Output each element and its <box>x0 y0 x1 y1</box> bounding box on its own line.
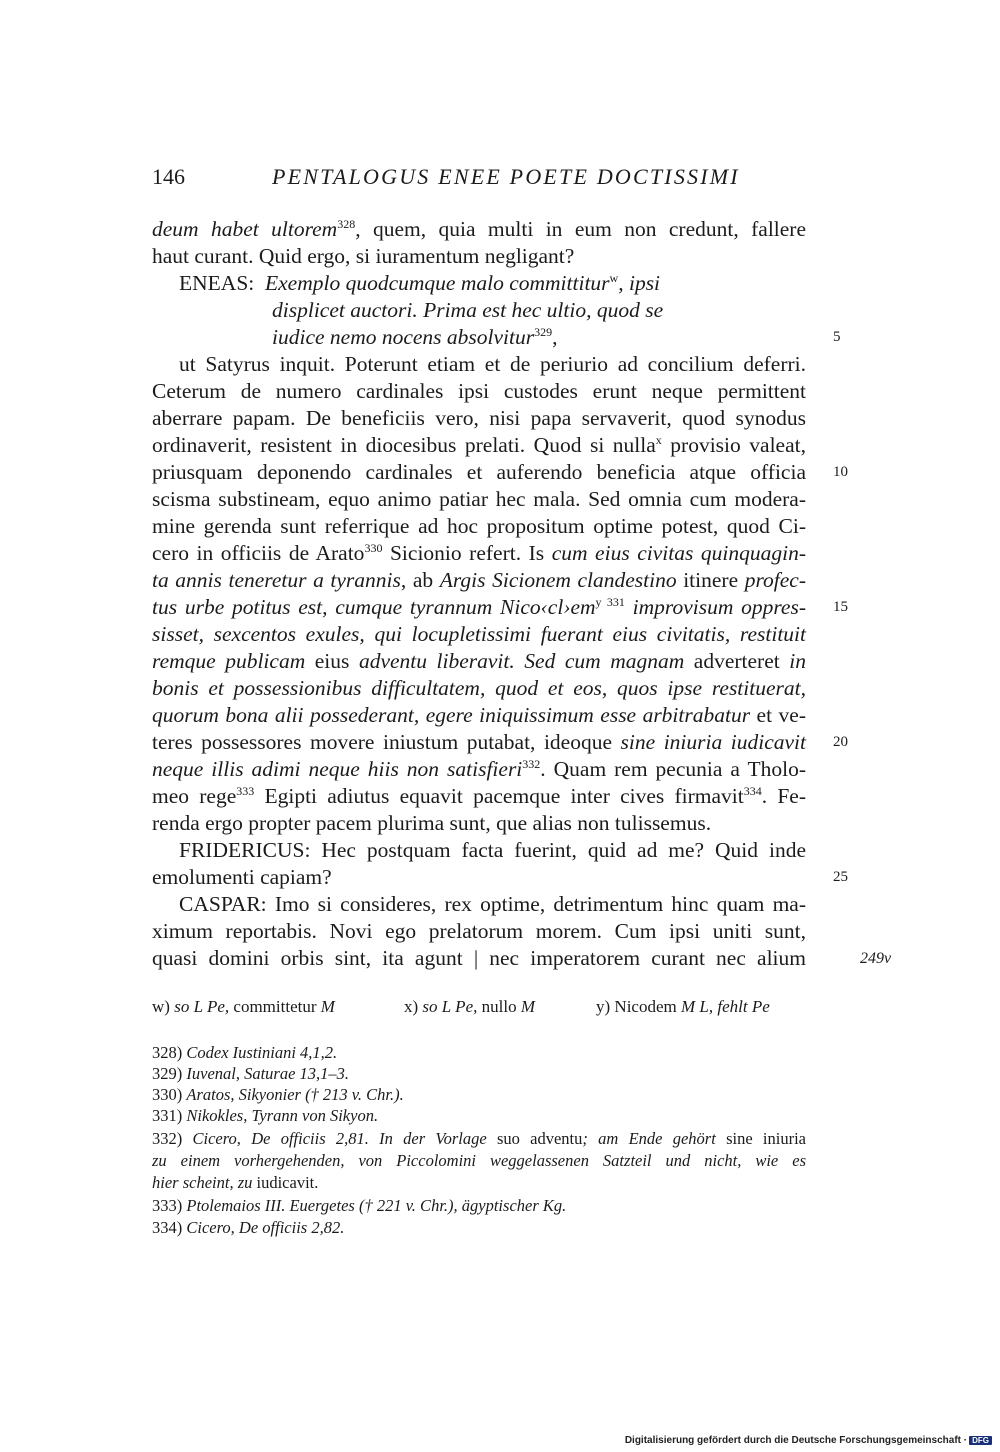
text-span: , ab <box>400 568 440 592</box>
apparatus-key: w) <box>152 997 170 1016</box>
footnote-ref: 329 <box>534 324 553 339</box>
text-span: tus urbe potitus est, cumque tyrannum Nico‹cl›em <box>152 595 596 619</box>
text-span: et ve- <box>750 703 806 727</box>
text-line-18: bonis et possessionibus difficultatem, quod et eos, quos ipse restituerat, <box>152 676 806 700</box>
footnote-text: Cicero, De officiis 2,81. In der Vorlage <box>192 1129 487 1148</box>
footnote-number: 330) <box>152 1085 183 1104</box>
text-line-24: FRIDERICUS: Hec postquam facta fuerint, quid ad me? Quid inde <box>179 838 806 862</box>
text-line-11: scisma substineam, equo animo patiar hec mala. Sed omnia cum modera- <box>152 487 806 511</box>
text-span: Egipti adiutus equavit pacemque inter cives firmavit <box>254 784 744 808</box>
text-line-1 <box>152 216 806 243</box>
text-line-21 <box>152 756 806 783</box>
footnote-ref: 334 <box>743 783 762 798</box>
footnote-331 <box>152 1105 806 1126</box>
footnote-ref: 332 <box>522 756 541 771</box>
footnote-text: iudicavit. <box>252 1173 319 1192</box>
text-line-4: displicet auctori. Prima est hec ultio, quod se <box>272 298 664 322</box>
text-span: ordinaverit, resistent in diocesibus prelati. Quod si nulla <box>152 433 656 457</box>
text-line-26: CASPAR: Imo si consideres, rex optime, detrimentum hinc quam ma- <box>179 892 806 916</box>
text-line-27: ximum reportabis. Novi ego prelatorum morem. Cum ipsi uniti sunt, <box>152 919 806 943</box>
text-span: meo rege <box>152 784 237 808</box>
text-span: provisio valeat, <box>661 433 806 457</box>
text-span: adverteret <box>684 649 790 673</box>
text-span: neque illis adimi neque hiis non satisfieri <box>152 757 523 781</box>
footnote-333 <box>152 1195 806 1216</box>
running-title: PENTALOGUS ENEE POETE DOCTISSIMI <box>272 164 740 189</box>
folio-mark: 249v <box>860 950 892 967</box>
text-span: itinere <box>676 568 745 592</box>
text-span: teres possessores movere iniustum putabat, ideoque <box>152 730 621 754</box>
apparatus-reading: Nicodem <box>614 997 677 1016</box>
footnote-ref: y 331 <box>595 594 625 609</box>
line-number-10: 10 <box>833 464 848 480</box>
text-line-10: priusquam deponendo cardinales et auferendo beneficia atque officia <box>152 460 806 484</box>
apparatus-entry-y <box>596 997 770 1017</box>
text-span: iudice nemo nocens absolvitur <box>272 325 535 349</box>
text-line-15 <box>152 594 806 621</box>
text-span: cum eius civitas quinquagin- <box>551 541 806 565</box>
footnote-text: Cicero, De officiis 2,82. <box>186 1218 345 1237</box>
apparatus-entry-w <box>152 997 335 1017</box>
page-number: 146 <box>152 164 185 189</box>
text-line-6: ut Satyrus inquit. Poterunt etiam et de periurio ad concilium deferri. <box>179 352 806 376</box>
footnote-text: suo adventu <box>486 1129 583 1148</box>
text-line-28: quasi domini orbis sint, ita agunt | nec imperatorem curant nec alium <box>152 946 806 970</box>
text-span: adventu liberavit. Sed cum magnam <box>358 649 685 673</box>
text-line-5 <box>272 324 558 351</box>
text-span: Argis Sicionem clandestino <box>439 568 677 592</box>
apparatus-reading: nullo <box>481 997 517 1016</box>
text-line-9 <box>152 432 806 459</box>
text-span: , quem, quia multi in eum non credunt, fallere <box>355 217 807 241</box>
text-span: ta annis teneretur a tyrannis <box>152 568 401 592</box>
footnote-text: ; am Ende gehört <box>582 1129 716 1148</box>
text-line-12: mine gerenda sunt referrique ad hoc propositum optime potest, quod Ci- <box>152 514 806 538</box>
text-span: quorum bona alii possederant, egere iniquissimum esse arbitrabatur <box>152 703 751 727</box>
text-line-7: Ceterum de numero cardinales ipsi custodes erunt neque permittent <box>152 379 806 403</box>
text-span: remque publicam <box>152 649 306 673</box>
speaker-label: ENEAS: <box>179 271 255 295</box>
apparatus-source: so L Pe, <box>174 997 230 1016</box>
text-span: Exemplo quodcumque malo committitur <box>265 271 610 295</box>
footnote-332 <box>152 1128 806 1149</box>
text-line-8: aberrare papam. De beneficiis vero, nisi papa servaverit, quod synodus <box>152 406 806 430</box>
apparatus-ref: x <box>655 432 662 447</box>
apparatus-ref: w <box>609 270 619 285</box>
line-number-5: 5 <box>833 329 841 345</box>
footnote-text: Nikokles, Tyrann von Sikyon. <box>186 1106 379 1125</box>
footnote-text: Ptolemaios III. Euergetes († 221 v. Chr.), ägyptischer Kg. <box>186 1196 567 1215</box>
text-line-19 <box>152 702 806 729</box>
footnote-number: 332) <box>152 1129 183 1148</box>
text-span: , ipsi <box>618 271 661 295</box>
dfg-logo: DFG <box>969 1436 992 1445</box>
footnote-332-cont: zu einem vorhergehenden, von Piccolomini weggelassenen Satzteil und nicht, wie es <box>152 1151 806 1170</box>
credit-text: Digitalisierung gefördert durch die Deutsche Forschungsgemeinschaft · <box>624 1435 968 1446</box>
footnote-text: hier scheint, zu <box>152 1173 253 1192</box>
footnote-number: 329) <box>152 1064 183 1083</box>
text-span: sine iniuria iudicavit <box>620 730 806 754</box>
footnote-number: 328) <box>152 1043 183 1062</box>
line-number-25: 25 <box>833 869 848 885</box>
text-span: in <box>789 649 806 673</box>
text-line-25: emolumenti capiam? <box>152 865 332 889</box>
footnote-text: Iuvenal, Saturae 13,1–3. <box>186 1064 350 1083</box>
text-line-20 <box>152 729 806 756</box>
digitization-credit <box>625 1435 992 1446</box>
text-span: deum habet ultorem <box>152 217 338 241</box>
text-line-23: renda ergo propter pacem plurima sunt, que alias non tulissemus. <box>152 811 712 835</box>
footnote-332-end <box>152 1172 806 1193</box>
text-span: eius <box>305 649 359 673</box>
text-line-14 <box>152 567 806 594</box>
text-line-2: haut curant. Quid ergo, si iuramentum negligant? <box>152 244 575 268</box>
apparatus-source: so L Pe, <box>422 997 478 1016</box>
apparatus-witness: M <box>520 997 535 1016</box>
footnote-ref: 333 <box>236 783 255 798</box>
text-span: improvisum oppres- <box>624 595 807 619</box>
apparatus-key: x) <box>404 997 419 1016</box>
footnote-number: 331) <box>152 1106 183 1125</box>
text-span: Sicionio refert. Is <box>382 541 552 565</box>
text-span: . Fe- <box>761 784 807 808</box>
apparatus-key: y) <box>596 997 611 1016</box>
footnote-text: sine iniuria <box>715 1129 806 1148</box>
footnote-text: Codex Iustiniani 4,1,2. <box>186 1043 338 1062</box>
apparatus-entry-x <box>404 997 535 1017</box>
footnote-334 <box>152 1217 806 1238</box>
text-line-22 <box>152 783 806 810</box>
text-line-3 <box>179 270 660 297</box>
apparatus-witness: M <box>320 997 335 1016</box>
footnote-text: Aratos, Sikyonier († 213 v. Chr.). <box>186 1085 404 1104</box>
text-line-16: sisset, sexcentos exules, qui locupletissimi fuerant eius civitatis, restituit <box>152 622 806 646</box>
text-span: profec- <box>744 568 806 592</box>
footnote-ref: 330 <box>364 540 383 555</box>
apparatus-witness: M L, fehlt Pe <box>681 997 770 1016</box>
footnote-ref: 328 <box>337 216 356 231</box>
text-line-17 <box>152 648 806 675</box>
footnote-number: 333) <box>152 1196 183 1215</box>
apparatus-reading: committetur <box>233 997 317 1016</box>
footnote-328 <box>152 1042 806 1063</box>
footnote-329 <box>152 1063 806 1084</box>
text-span: cero in officiis de Arato <box>152 541 365 565</box>
text-span: , <box>552 325 558 349</box>
line-number-15: 15 <box>833 599 848 615</box>
footnote-number: 334) <box>152 1218 183 1237</box>
footnote-330 <box>152 1084 806 1105</box>
text-span: . Quam rem pecunia a Tholo- <box>540 757 806 781</box>
line-number-20: 20 <box>833 734 848 750</box>
text-line-13 <box>152 540 806 567</box>
